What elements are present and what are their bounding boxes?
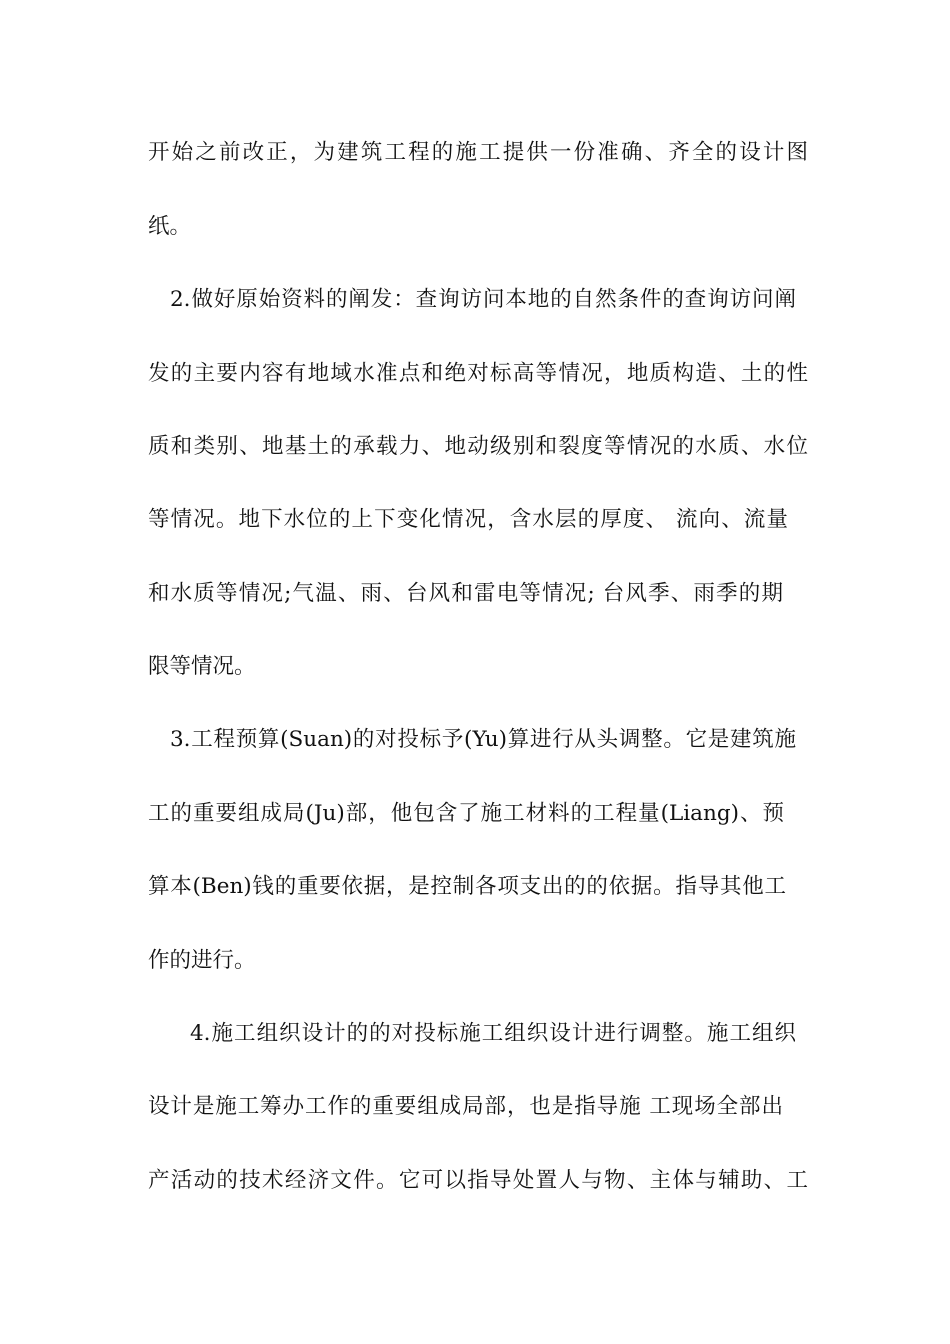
- text-line-6: 等情况。地下水位的上下变化情况，含水层的厚度、 流向、流量: [148, 507, 788, 532]
- text-line-1: 开始之前改正，为建筑工程的施工提供一份准确、齐全的设计图: [148, 140, 808, 165]
- text-line-7: 和水质等情况;气温、雨、台风和雷电等情况; 台风季、雨季的期: [148, 581, 783, 606]
- text-line-15: 产活动的技术经济文件。它可以指导处置人与物、主体与辅助、工: [148, 1168, 808, 1193]
- text-line-14: 设计是施工筹办工作的重要组成局部，也是指导施 工现场全部出: [148, 1094, 783, 1119]
- text-line-11: 算本(Ben)钱的重要依据，是控制各项支出的的依据。指导其他工: [148, 874, 786, 899]
- text-line-10: 工的重要组成局(Ju)部，他包含了施工材料的工程量(Liang)、预: [148, 801, 784, 826]
- text-line-8: 限等情况。: [148, 654, 256, 679]
- text-line-9: 3.工程预算(Suan)的对投标予(Yu)算进行从头调整。它是建筑施: [170, 727, 796, 752]
- text-line-12: 作的进行。: [148, 948, 256, 973]
- text-line-5: 质和类别、地基土的承载力、地动级别和裂度等情况的水质、水位: [148, 434, 808, 459]
- text-line-2: 纸。: [148, 214, 192, 239]
- text-line-4: 发的主要内容有地域水准点和绝对标高等情况，地质构造、土的性: [148, 361, 808, 386]
- text-line-13: 4.施工组织设计的的对投标施工组织设计进行调整。施工组织: [190, 1021, 796, 1046]
- text-line-3: 2.做好原始资料的阐发：查询访问本地的自然条件的查询访问阐: [170, 287, 796, 312]
